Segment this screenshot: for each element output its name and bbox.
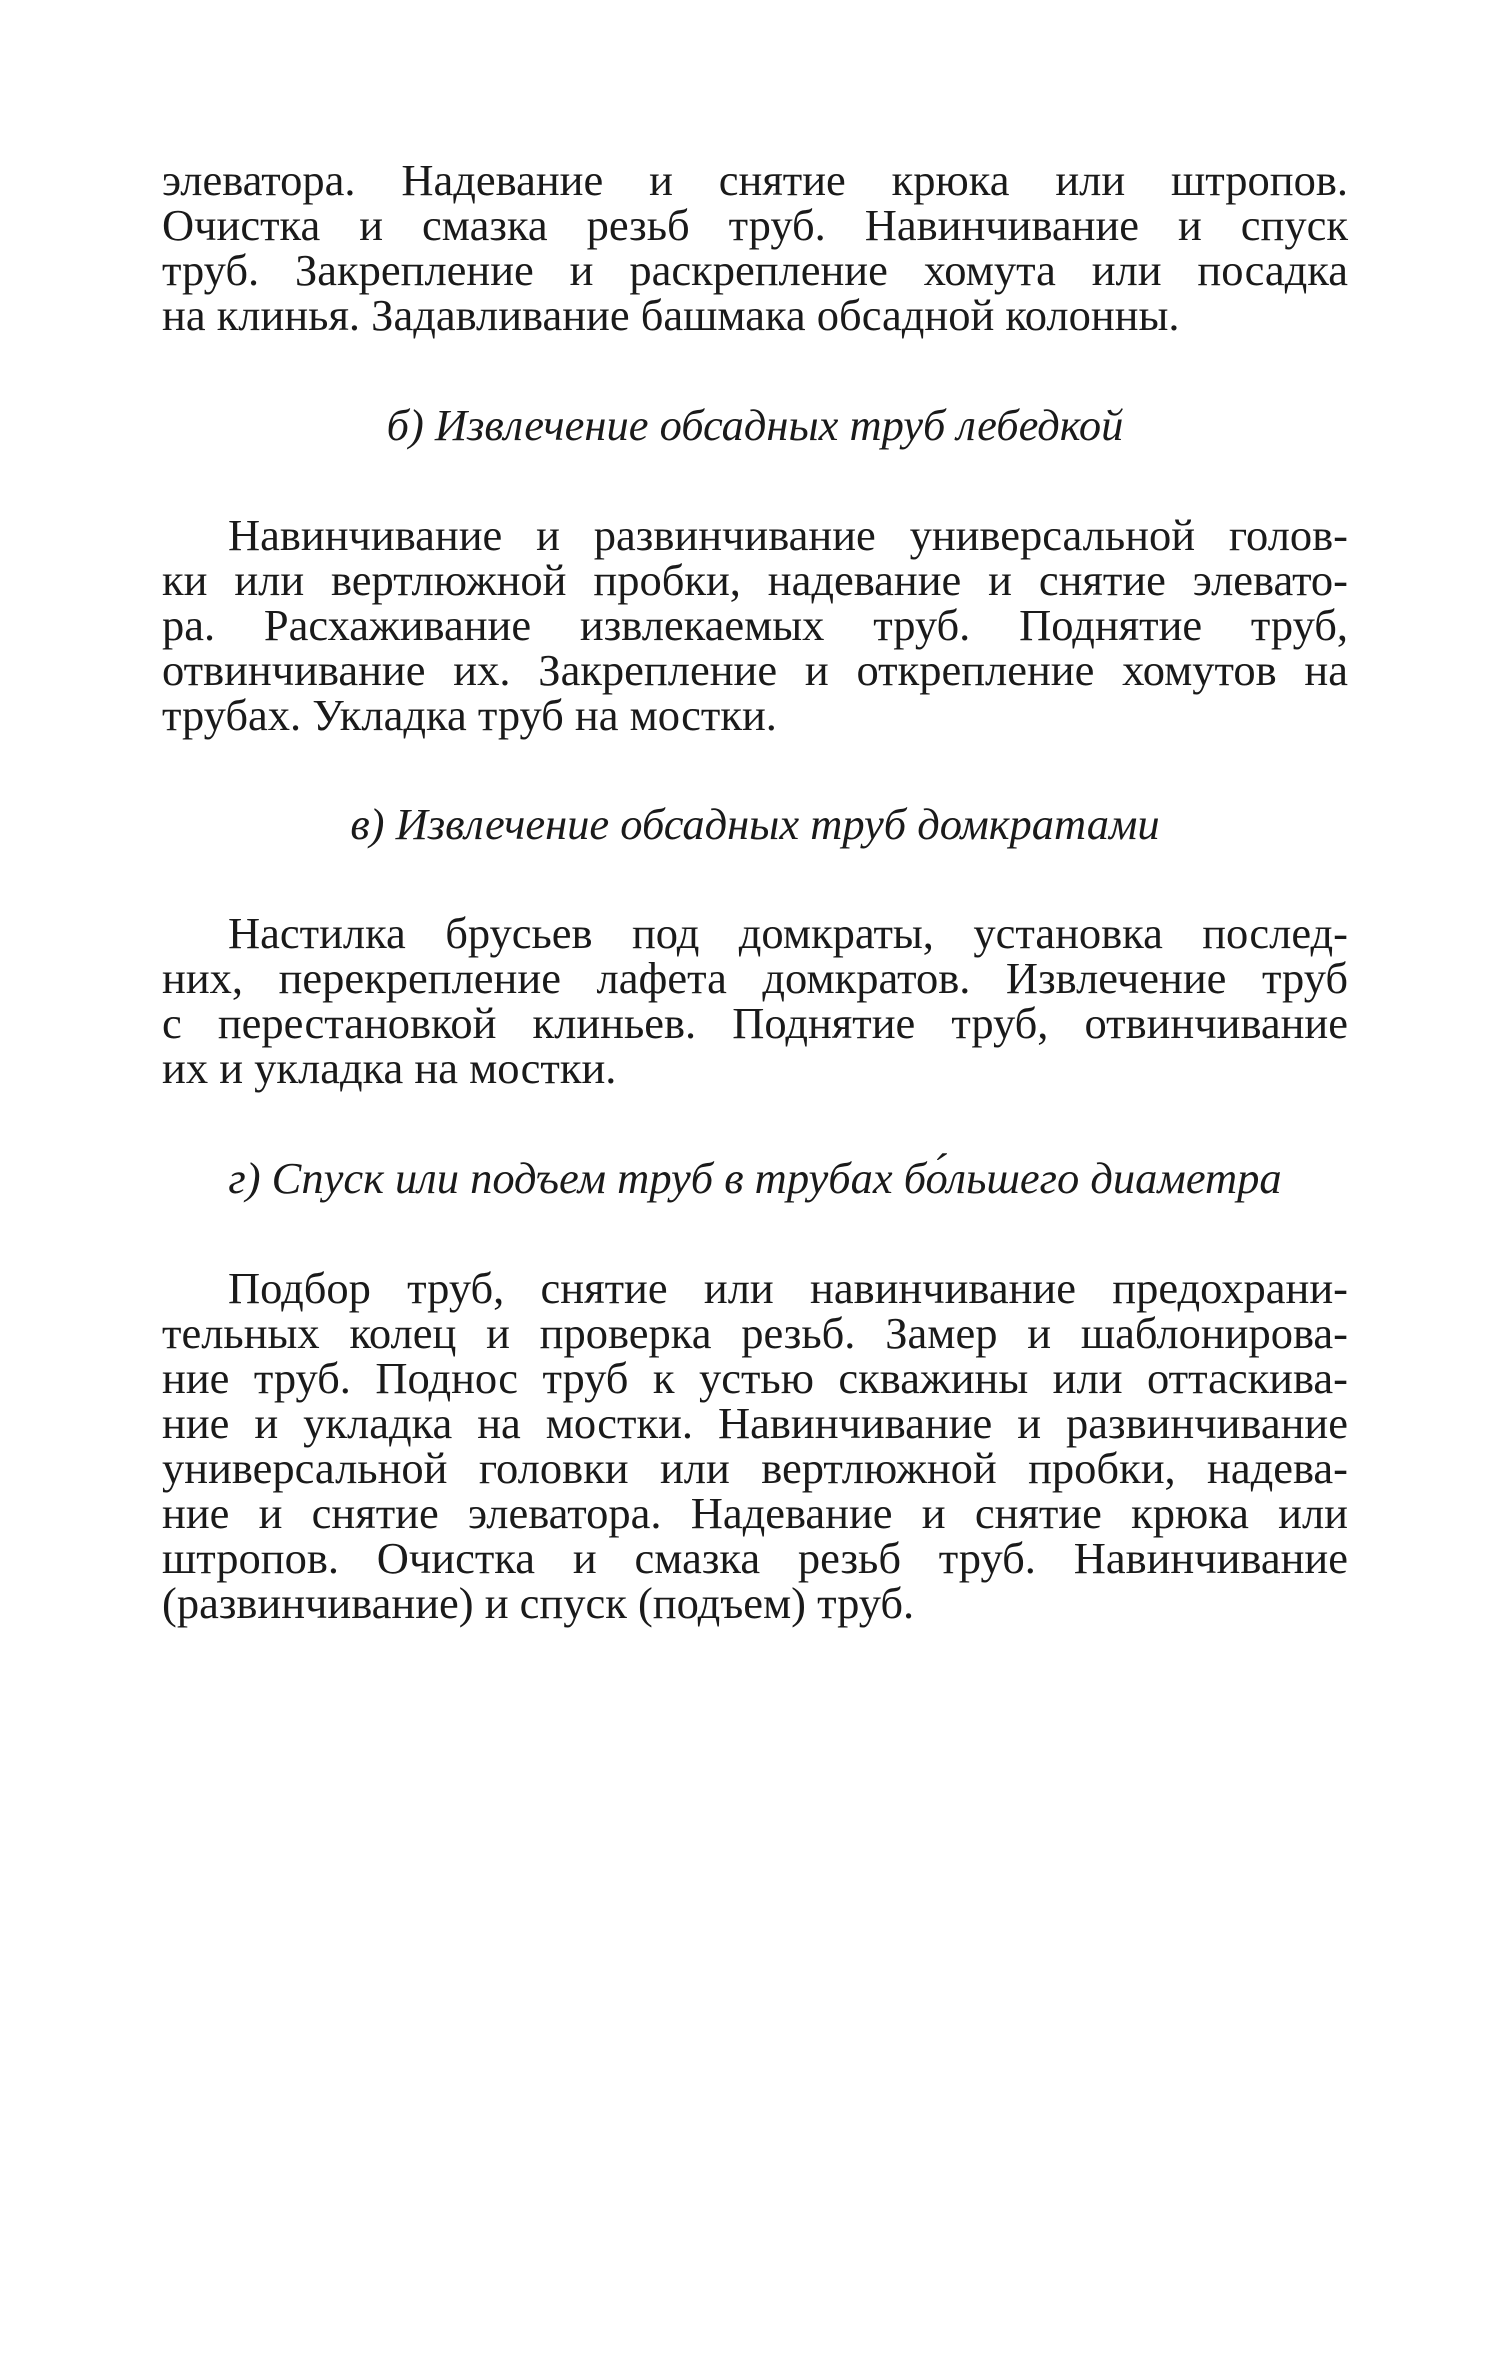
text-line: Подбор труб, снятие или навинчивание предохрани- xyxy=(228,1263,1348,1313)
section-heading-g: г) Спуск или подъем труб в трубах бо́льшего диаметра xyxy=(228,1153,1282,1203)
text-line: с перестановкой клиньев. Поднятие труб, отвинчивание xyxy=(162,998,1348,1048)
intro-paragraph xyxy=(162,155,1348,340)
text-line: ние и укладка на мостки. Навинчивание и развинчивание xyxy=(162,1398,1348,1448)
section-g-paragraph xyxy=(162,1263,1348,1628)
text-line: ние и снятие элеватора. Надевание и снятие крюка или xyxy=(162,1488,1348,1538)
text-line: на клинья. Задавливание башмака обсадной колонны. xyxy=(162,290,1180,340)
section-heading-v: в) Извлечение обсадных труб домкратами xyxy=(350,799,1160,849)
text-line: Очистка и смазка резьб труб. Навинчивание и спуск xyxy=(162,200,1348,250)
text-line: трубах. Укладка труб на мостки. xyxy=(162,690,777,740)
text-line: ки или вертлюжной пробки, надевание и снятие элевато- xyxy=(162,555,1348,605)
text-line: отвинчивание их. Закрепление и открепление хомутов на xyxy=(162,645,1348,695)
document-page xyxy=(162,155,1348,1628)
text-line: Навинчивание и развинчивание универсальной голов- xyxy=(228,510,1348,560)
text-line: труб. Закрепление и раскрепление хомута или посадка xyxy=(162,245,1348,295)
text-line: штропов. Очистка и смазка резьб труб. Навинчивание xyxy=(162,1533,1348,1583)
section-heading-b: б) Извлечение обсадных труб лебедкой xyxy=(386,400,1124,450)
text-line: ние труб. Поднос труб к устью скважины или оттаскива- xyxy=(162,1353,1348,1403)
text-line: ра. Расхаживание извлекаемых труб. Поднятие труб, xyxy=(162,600,1348,650)
section-b-paragraph xyxy=(162,510,1348,740)
text-line: элеватора. Надевание и снятие крюка или штропов. xyxy=(162,155,1348,205)
text-line: них, перекрепление лафета домкратов. Извлечение труб xyxy=(162,953,1348,1003)
text-line: Настилка брусьев под домкраты, установка послед- xyxy=(228,908,1348,958)
text-line: их и укладка на мостки. xyxy=(162,1043,617,1093)
text-line: (развинчивание) и спуск (подъем) труб. xyxy=(162,1578,915,1628)
text-line: тельных колец и проверка резьб. Замер и шаблонирова- xyxy=(162,1308,1348,1358)
section-v-paragraph xyxy=(162,908,1348,1093)
text-line: универсальной головки или вертлюжной пробки, надева- xyxy=(162,1443,1348,1493)
